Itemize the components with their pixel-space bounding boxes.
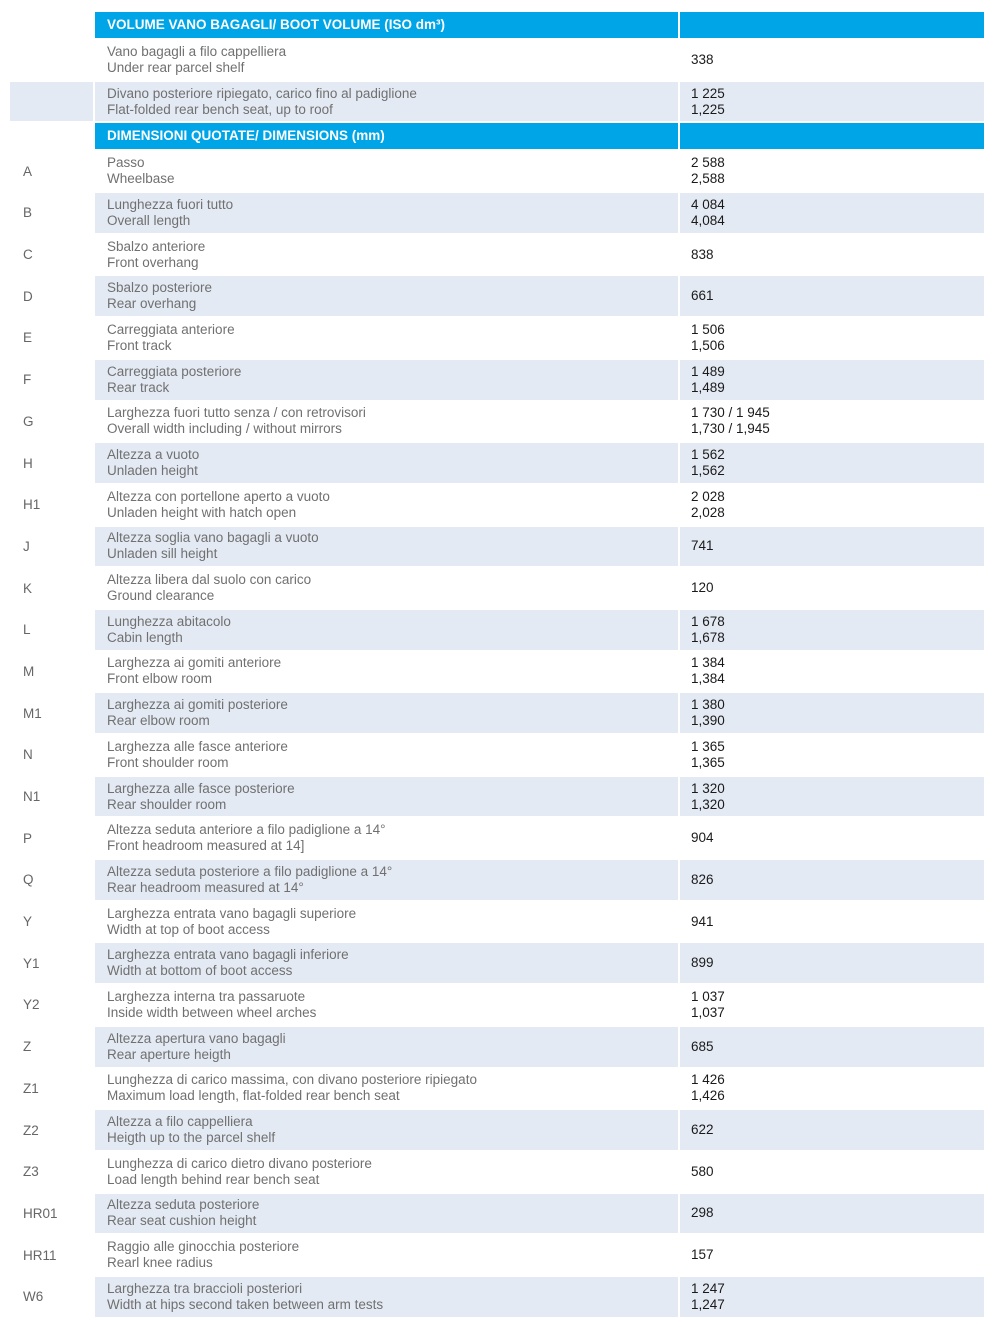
value-primary: 941 (691, 913, 714, 929)
table-row (10, 318, 984, 360)
value-secondary: 1,489 (691, 379, 725, 395)
value-primary: 2 028 (691, 488, 725, 504)
table-row (10, 735, 984, 777)
value-cell (678, 1235, 984, 1275)
value-secondary: 2,028 (691, 504, 725, 520)
description-english: Rear overhang (107, 296, 197, 312)
value-cell (678, 1194, 984, 1234)
description-english: Rear aperture heigth (107, 1046, 231, 1062)
value-secondary: 1,365 (691, 754, 725, 770)
table-row (10, 82, 984, 124)
dimension-code: K (23, 580, 33, 596)
description-cell (93, 318, 678, 358)
description-english: Rear elbow room (107, 713, 210, 729)
description-italian: Altezza apertura vano bagagli (107, 1030, 286, 1046)
description-cell (93, 1277, 678, 1317)
value-secondary: 1,037 (691, 1004, 725, 1020)
description-cell (93, 402, 678, 442)
description-cell (93, 1069, 678, 1109)
description-italian: Larghezza alle fasce anteriore (107, 738, 288, 754)
value-cell (678, 40, 984, 80)
description-italian: Larghezza tra braccioli posteriori (107, 1280, 303, 1296)
table-row (10, 693, 984, 735)
table-row (10, 1069, 984, 1111)
dimension-code: A (23, 163, 33, 179)
value-cell (678, 318, 984, 358)
value-cell (678, 235, 984, 275)
value-primary: 904 (691, 830, 714, 846)
description-italian: Raggio alle ginocchia posteriore (107, 1239, 300, 1255)
dimension-code: Q (23, 872, 34, 888)
description-english: Rearl knee radius (107, 1255, 213, 1271)
dimension-code: Y2 (23, 997, 40, 1013)
description-english: Unladen height (107, 463, 198, 479)
table-row (10, 276, 984, 318)
value-cell (678, 1152, 984, 1192)
value-primary: 1 489 (691, 363, 725, 379)
description-english: Unladen sill height (107, 546, 218, 562)
dimension-code: F (23, 372, 32, 388)
header-spacer (10, 123, 93, 149)
value-cell (678, 527, 984, 567)
description-english: Overall length (107, 212, 191, 228)
table-row (10, 1027, 984, 1069)
value-primary: 1 678 (691, 613, 725, 629)
dimension-code: Z (23, 1039, 32, 1055)
table-row (10, 1194, 984, 1236)
value-cell (678, 360, 984, 400)
section-title: DIMENSIONI QUOTATE/ DIMENSIONS (mm) (93, 123, 678, 149)
description-italian: Altezza seduta anteriore a filo padiglione a 14° (107, 822, 386, 838)
boot-volume-header (10, 12, 984, 40)
header-value-cell (678, 12, 984, 38)
value-secondary: 1,247 (691, 1296, 725, 1312)
description-italian: Lunghezza di carico dietro divano posteriore (107, 1155, 372, 1171)
description-english: Under rear parcel shelf (107, 59, 245, 75)
value-secondary: 1,562 (691, 463, 725, 479)
table-row (10, 1235, 984, 1277)
description-cell (93, 276, 678, 316)
table-row (10, 527, 984, 569)
table-row (10, 235, 984, 277)
description-english: Overall width including / without mirrors (107, 421, 342, 437)
dimension-code: HR11 (23, 1247, 57, 1263)
value-secondary: 1,678 (691, 629, 725, 645)
value-cell (678, 610, 984, 650)
value-cell (678, 193, 984, 233)
table-row (10, 40, 984, 82)
description-english: Unladen height with hatch open (107, 504, 297, 520)
description-cell (93, 860, 678, 900)
dimension-code: L (23, 622, 31, 638)
description-italian: Altezza seduta posteriore a filo padiglione a 14° (107, 863, 393, 879)
value-primary: 1 506 (691, 321, 725, 337)
table-row (10, 193, 984, 235)
description-english: Cabin length (107, 629, 183, 645)
value-cell (678, 943, 984, 983)
value-cell (678, 1027, 984, 1067)
description-italian: Larghezza entrata vano bagagli inferiore (107, 947, 349, 963)
description-italian: Carreggiata anteriore (107, 321, 235, 337)
value-cell (678, 151, 984, 191)
value-cell (678, 818, 984, 858)
value-primary: 1 365 (691, 738, 725, 754)
header-spacer (10, 12, 93, 38)
value-cell (678, 860, 984, 900)
boot-rows (10, 40, 984, 123)
value-secondary: 4,084 (691, 212, 725, 228)
description-italian: Divano posteriore ripiegato, carico fino al padiglione (107, 85, 417, 101)
description-italian: Lunghezza di carico massima, con divano posteriore ripiegato (107, 1072, 477, 1088)
description-english: Rear track (107, 379, 170, 395)
description-cell (93, 652, 678, 692)
description-cell (93, 943, 678, 983)
value-cell (678, 985, 984, 1025)
value-primary: 1 380 (691, 697, 725, 713)
dimension-code: D (23, 288, 33, 304)
dimension-code: Z1 (23, 1080, 39, 1096)
description-english: Flat-folded rear bench seat, up to roof (107, 101, 333, 117)
description-italian: Altezza seduta posteriore (107, 1197, 260, 1213)
description-italian: Altezza a filo cappelliera (107, 1114, 253, 1130)
dimension-code: M1 (23, 705, 42, 721)
description-english: Inside width between wheel arches (107, 1004, 317, 1020)
dimension-code: C (23, 247, 33, 263)
table-row (10, 1277, 984, 1319)
value-primary: 622 (691, 1122, 714, 1138)
value-primary: 1 426 (691, 1072, 725, 1088)
description-cell (93, 527, 678, 567)
value-primary: 2 588 (691, 155, 725, 171)
dimension-code: H1 (23, 497, 41, 513)
value-cell (678, 1069, 984, 1109)
value-primary: 661 (691, 288, 714, 304)
value-cell (678, 735, 984, 775)
value-cell (678, 1110, 984, 1150)
dimension-code: G (23, 413, 34, 429)
table-row (10, 818, 984, 860)
description-cell (93, 610, 678, 650)
dimension-code: M (23, 663, 35, 679)
value-primary: 338 (691, 51, 714, 67)
value-cell (678, 568, 984, 608)
description-english: Front overhang (107, 254, 199, 270)
table-row (10, 652, 984, 694)
value-primary: 580 (691, 1163, 714, 1179)
table-row (10, 443, 984, 485)
value-cell (678, 485, 984, 525)
value-primary: 120 (691, 580, 714, 596)
dimension-code: Z3 (23, 1164, 39, 1180)
description-cell (93, 360, 678, 400)
description-english: Rear shoulder room (107, 796, 227, 812)
description-cell (93, 735, 678, 775)
value-secondary: 1,506 (691, 337, 725, 353)
description-cell (93, 1152, 678, 1192)
description-cell (93, 1235, 678, 1275)
value-primary: 838 (691, 246, 714, 262)
description-english: Maximum load length, flat-folded rear bench seat (107, 1088, 400, 1104)
value-secondary: 1,730 / 1,945 (691, 421, 770, 437)
value-primary: 899 (691, 955, 714, 971)
table-row (10, 360, 984, 402)
description-english: Front headroom measured at 14] (107, 838, 305, 854)
section-title: VOLUME VANO BAGAGLI/ BOOT VOLUME (ISO dm³) (93, 12, 678, 38)
table-row (10, 943, 984, 985)
dimension-code: N1 (23, 789, 41, 805)
dimension-code: P (23, 830, 33, 846)
value-cell (678, 82, 984, 122)
description-italian: Lunghezza abitacolo (107, 613, 231, 629)
value-primary: 1 730 / 1 945 (691, 405, 770, 421)
description-cell (93, 151, 678, 191)
value-primary: 1 247 (691, 1280, 725, 1296)
dimension-code: H (23, 455, 33, 471)
description-italian: Larghezza ai gomiti posteriore (107, 697, 288, 713)
value-primary: 157 (691, 1247, 714, 1263)
table-row (10, 402, 984, 444)
description-italian: Passo (107, 155, 145, 171)
value-primary: 1 225 (691, 85, 725, 101)
table-row (10, 151, 984, 193)
value-cell (678, 1277, 984, 1317)
dimension-code: W6 (23, 1289, 44, 1305)
description-english: Front elbow room (107, 671, 213, 687)
value-primary: 298 (691, 1205, 714, 1221)
description-cell (93, 82, 678, 122)
value-primary: 685 (691, 1038, 714, 1054)
table-row (10, 485, 984, 527)
value-primary: 1 562 (691, 447, 725, 463)
description-italian: Sbalzo posteriore (107, 280, 213, 296)
dimension-code: N (23, 747, 33, 763)
value-cell (678, 902, 984, 942)
description-english: Heigth up to the parcel shelf (107, 1130, 276, 1146)
value-primary: 741 (691, 538, 714, 554)
description-cell (93, 777, 678, 817)
description-cell (93, 443, 678, 483)
table-row (10, 860, 984, 902)
description-english: Front shoulder room (107, 754, 229, 770)
description-italian: Larghezza ai gomiti anteriore (107, 655, 282, 671)
dimension-code: Y (23, 914, 33, 930)
dimension-code: HR01 (23, 1205, 58, 1221)
description-italian: Larghezza fuori tutto senza / con retrovisori (107, 405, 366, 421)
spec-table (10, 12, 984, 1319)
description-italian: Larghezza interna tra passaruote (107, 988, 306, 1004)
description-english: Front track (107, 337, 172, 353)
dimensions-header (10, 123, 984, 151)
description-english: Wheelbase (107, 171, 175, 187)
value-secondary: 1,320 (691, 796, 725, 812)
description-italian: Carreggiata posteriore (107, 363, 242, 379)
description-english: Rear headroom measured at 14° (107, 879, 304, 895)
description-cell (93, 193, 678, 233)
value-cell (678, 693, 984, 733)
table-row (10, 985, 984, 1027)
value-primary: 1 037 (691, 988, 725, 1004)
description-english: Width at hips second taken between arm tests (107, 1296, 384, 1312)
value-primary: 1 384 (691, 655, 725, 671)
dimension-code: B (23, 205, 33, 221)
description-cell (93, 902, 678, 942)
dimension-rows (10, 151, 984, 1318)
dimension-code: Y1 (23, 955, 40, 971)
description-italian: Altezza a vuoto (107, 447, 200, 463)
dimension-code: J (23, 538, 30, 554)
table-row (10, 1152, 984, 1194)
value-secondary: 1,384 (691, 671, 725, 687)
value-secondary: 2,588 (691, 171, 725, 187)
header-value-cell (678, 123, 984, 149)
value-primary: 826 (691, 871, 714, 887)
description-cell (93, 568, 678, 608)
description-italian: Larghezza entrata vano bagagli superiore (107, 905, 357, 921)
description-english: Width at bottom of boot access (107, 963, 293, 979)
dimension-code (10, 82, 93, 122)
value-secondary: 1,225 (691, 101, 725, 117)
description-cell (93, 485, 678, 525)
description-english: Width at top of boot access (107, 921, 270, 937)
description-english: Rear seat cushion height (107, 1213, 257, 1229)
description-cell (93, 985, 678, 1025)
description-english: Ground clearance (107, 588, 215, 604)
description-italian: Altezza con portellone aperto a vuoto (107, 488, 330, 504)
description-cell (93, 1110, 678, 1150)
description-italian: Lunghezza fuori tutto (107, 196, 234, 212)
description-cell (93, 1027, 678, 1067)
dimension-code: Z2 (23, 1122, 39, 1138)
description-english: Load length behind rear bench seat (107, 1171, 320, 1187)
description-italian: Sbalzo anteriore (107, 238, 206, 254)
value-secondary: 1,426 (691, 1088, 725, 1104)
description-cell (93, 693, 678, 733)
table-row (10, 610, 984, 652)
description-italian: Altezza libera dal suolo con carico (107, 572, 312, 588)
value-cell (678, 443, 984, 483)
dimension-code: E (23, 330, 33, 346)
description-cell (93, 1194, 678, 1234)
value-primary: 1 320 (691, 780, 725, 796)
table-row (10, 568, 984, 610)
description-italian: Vano bagagli a filo cappelliera (107, 43, 287, 59)
table-row (10, 777, 984, 819)
value-cell (678, 777, 984, 817)
value-cell (678, 276, 984, 316)
value-primary: 4 084 (691, 196, 725, 212)
dimension-code (10, 40, 93, 80)
value-secondary: 1,390 (691, 713, 725, 729)
value-cell (678, 402, 984, 442)
description-cell (93, 40, 678, 80)
description-cell (93, 818, 678, 858)
description-cell (93, 235, 678, 275)
table-row (10, 1110, 984, 1152)
description-italian: Altezza soglia vano bagagli a vuoto (107, 530, 319, 546)
table-row (10, 902, 984, 944)
value-cell (678, 652, 984, 692)
description-italian: Larghezza alle fasce posteriore (107, 780, 295, 796)
